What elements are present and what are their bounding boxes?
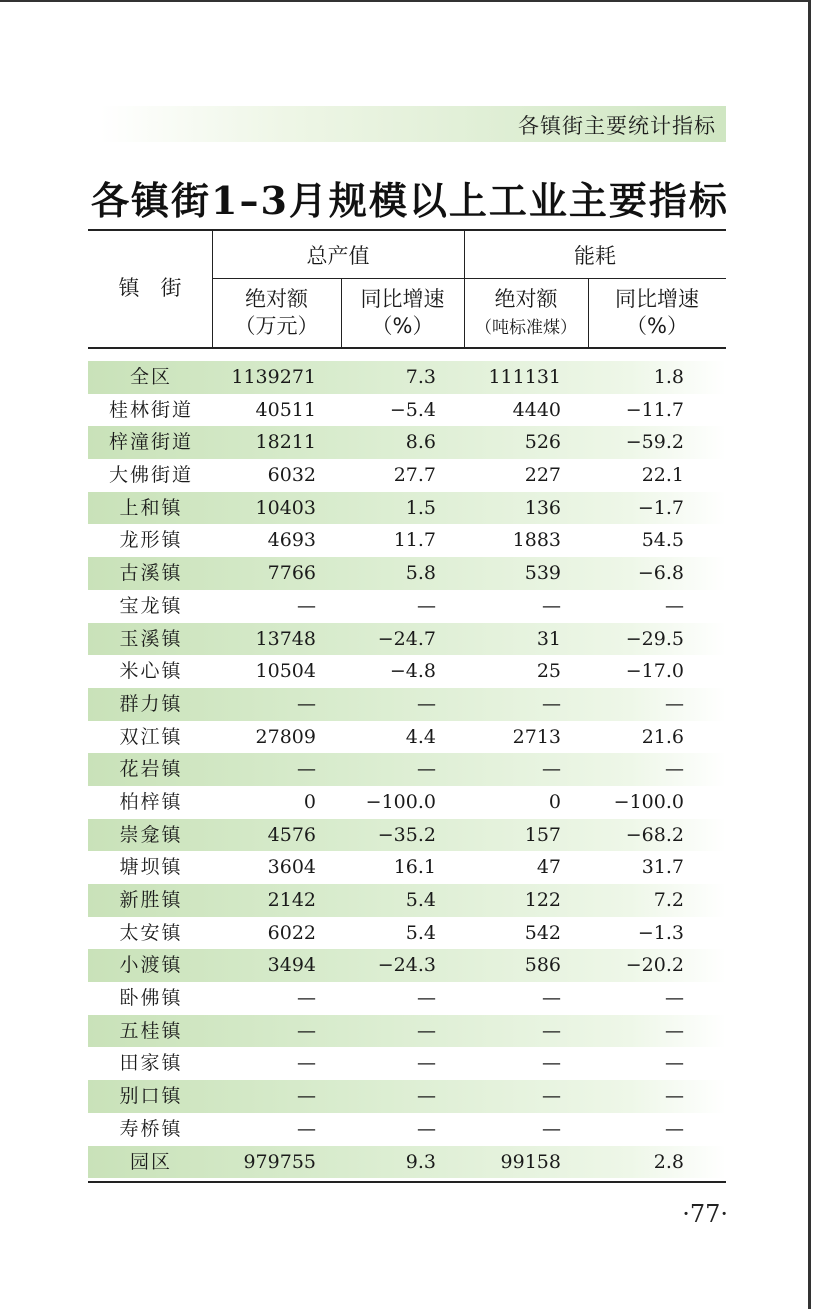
output-yoy-cell: — — [417, 987, 436, 1010]
energy-yoy-cell: 54.5 — [641, 529, 684, 552]
energy-abs-cell: — — [542, 1019, 561, 1042]
energy-abs-cell: — — [542, 1052, 561, 1075]
output-abs-cell: 1139271 — [231, 366, 316, 388]
energy-abs-cell: 122 — [524, 889, 561, 911]
output-yoy-cell: 8.6 — [405, 431, 436, 454]
output-abs-cell: 0 — [303, 790, 316, 813]
group-header-output: 总产值 — [306, 244, 370, 268]
column-header-output-yoy: 同比增速 — [360, 287, 445, 311]
output-yoy-cell: −35.2 — [377, 823, 436, 846]
column-header-energy-yoy-unit: （%） — [626, 314, 688, 338]
output-abs-cell: 10403 — [255, 496, 316, 519]
energy-yoy-cell: −6.8 — [637, 562, 684, 585]
energy-yoy-cell: — — [665, 1052, 684, 1075]
energy-abs-cell: 111131 — [488, 366, 561, 388]
table-row — [88, 1146, 726, 1179]
table-row — [88, 590, 726, 623]
energy-yoy-cell: 7.2 — [653, 889, 684, 911]
output-yoy-cell: 7.3 — [405, 366, 436, 388]
energy-yoy-cell: −1.3 — [637, 921, 684, 944]
town-name-cell: 园区 — [129, 1150, 172, 1173]
energy-yoy-cell: 22.1 — [641, 464, 684, 487]
table-row — [88, 721, 726, 754]
energy-yoy-cell: 2.8 — [653, 1150, 684, 1173]
output-yoy-cell: — — [417, 594, 436, 617]
table-row — [88, 1080, 726, 1113]
table-row — [88, 1047, 726, 1080]
town-name-cell: 崇龛镇 — [119, 823, 183, 846]
output-abs-cell: — — [297, 1117, 316, 1140]
energy-abs-cell: 526 — [524, 431, 561, 454]
energy-abs-cell: — — [542, 1085, 561, 1108]
table-row — [88, 361, 726, 394]
energy-yoy-cell: — — [665, 758, 684, 781]
section-header-band — [100, 106, 726, 142]
energy-yoy-cell: −17.0 — [625, 660, 684, 683]
section-header-title: 各镇街主要统计指标 — [518, 114, 716, 138]
output-yoy-cell: — — [417, 1117, 436, 1140]
table-row — [88, 851, 726, 884]
table-row — [88, 753, 726, 786]
energy-yoy-cell: — — [665, 987, 684, 1010]
output-yoy-cell: −5.4 — [389, 398, 436, 421]
energy-yoy-cell: 1.8 — [653, 366, 684, 388]
energy-abs-cell: 539 — [524, 562, 561, 585]
energy-abs-cell: 157 — [524, 823, 561, 846]
town-name-cell: 卧佛镇 — [119, 987, 183, 1010]
output-yoy-cell: — — [417, 1019, 436, 1042]
town-name-cell: 宝龙镇 — [119, 594, 183, 617]
town-name-cell: 寿桥镇 — [119, 1117, 183, 1140]
output-abs-cell: 40511 — [255, 398, 316, 421]
output-abs-cell: 6022 — [267, 921, 316, 944]
town-name-cell: 米心镇 — [119, 660, 183, 683]
output-yoy-cell: 9.3 — [405, 1150, 436, 1173]
group-header-energy: 能耗 — [574, 244, 616, 268]
energy-yoy-cell: — — [665, 692, 684, 715]
column-header-energy-yoy: 同比增速 — [615, 287, 699, 311]
table-row — [88, 655, 726, 688]
output-yoy-cell: 5.4 — [405, 921, 436, 944]
output-yoy-cell: — — [417, 692, 436, 715]
indicator-table — [88, 229, 726, 1178]
energy-yoy-cell: −59.2 — [625, 431, 684, 454]
table-bottom-rule — [88, 1181, 726, 1183]
output-yoy-cell: 11.7 — [393, 529, 436, 552]
table-row — [88, 524, 726, 557]
energy-abs-cell: 0 — [548, 790, 561, 813]
output-abs-cell: 10504 — [255, 660, 316, 683]
energy-abs-cell: 542 — [524, 921, 561, 944]
table-row — [88, 623, 726, 656]
column-header-town: 镇 街 — [118, 276, 182, 300]
town-name-cell: 全区 — [129, 366, 172, 388]
output-yoy-cell: −4.8 — [389, 660, 436, 683]
energy-abs-cell: 25 — [536, 660, 561, 683]
energy-abs-cell: — — [542, 758, 561, 781]
energy-abs-cell: 586 — [524, 954, 561, 977]
town-name-cell: 塘坝镇 — [119, 856, 183, 879]
town-name-cell: 大佛街道 — [108, 464, 193, 487]
energy-yoy-cell: — — [665, 1117, 684, 1140]
output-yoy-cell: −24.3 — [377, 954, 436, 977]
page-title: 各镇街1–3月规模以上工业主要指标 — [91, 178, 729, 223]
header-group-rule — [212, 278, 726, 279]
energy-yoy-cell: −1.7 — [637, 496, 684, 519]
town-name-cell: 玉溪镇 — [119, 627, 183, 650]
output-yoy-cell: 27.7 — [393, 464, 436, 487]
output-yoy-cell: 5.4 — [405, 889, 436, 911]
energy-abs-cell: — — [542, 692, 561, 715]
output-yoy-cell: — — [417, 1052, 436, 1075]
output-abs-cell: 979755 — [243, 1150, 316, 1173]
energy-yoy-cell: — — [665, 1019, 684, 1042]
table-row — [88, 884, 726, 917]
output-abs-cell: — — [297, 1085, 316, 1108]
energy-yoy-cell: 31.7 — [641, 856, 684, 879]
energy-abs-cell: 1883 — [512, 529, 561, 552]
output-abs-cell: 27809 — [255, 725, 316, 748]
table-row — [88, 1113, 726, 1146]
output-abs-cell: — — [297, 987, 316, 1010]
town-name-cell: 别口镇 — [119, 1085, 183, 1108]
energy-abs-cell: — — [542, 1117, 561, 1140]
output-abs-cell: — — [297, 594, 316, 617]
column-header-output-abs-unit: （万元） — [234, 314, 319, 338]
output-yoy-cell: −100.0 — [365, 790, 436, 813]
town-name-cell: 群力镇 — [119, 692, 183, 715]
output-abs-cell: 4693 — [267, 529, 316, 552]
energy-abs-cell: 99158 — [500, 1150, 561, 1173]
output-abs-cell: 2142 — [267, 889, 316, 911]
town-name-cell: 小渡镇 — [119, 954, 183, 977]
town-name-cell: 上和镇 — [119, 496, 183, 519]
energy-abs-cell: — — [542, 594, 561, 617]
page-number: ·77· — [682, 1200, 728, 1228]
energy-abs-cell: — — [542, 987, 561, 1010]
table-row — [88, 949, 726, 982]
output-yoy-cell: — — [417, 1085, 436, 1108]
energy-abs-cell: 227 — [524, 464, 561, 487]
table-row — [88, 557, 726, 590]
table-row — [88, 917, 726, 950]
output-abs-cell: 4576 — [267, 823, 316, 846]
town-name-cell: 桂林街道 — [108, 398, 193, 421]
town-name-cell: 花岩镇 — [119, 758, 183, 781]
energy-yoy-cell: −20.2 — [625, 954, 684, 977]
table-row — [88, 982, 726, 1015]
town-name-cell: 柏梓镇 — [119, 790, 183, 813]
energy-abs-cell: 2713 — [512, 725, 561, 748]
table-row — [88, 459, 726, 492]
output-abs-cell: — — [297, 1052, 316, 1075]
output-yoy-cell: 4.4 — [405, 725, 436, 748]
output-yoy-cell: — — [417, 758, 436, 781]
energy-abs-cell: 31 — [536, 627, 561, 650]
output-abs-cell: 3604 — [267, 856, 316, 879]
column-header-energy-abs: 绝对额 — [494, 287, 558, 311]
output-yoy-cell: 16.1 — [393, 856, 436, 879]
output-abs-cell: 3494 — [267, 954, 316, 977]
output-abs-cell: — — [297, 1019, 316, 1042]
town-name-cell: 龙形镇 — [119, 529, 183, 552]
table-body — [88, 361, 726, 1178]
output-abs-cell: 18211 — [255, 431, 316, 454]
town-name-cell: 新胜镇 — [119, 889, 183, 911]
table-row — [88, 819, 726, 852]
table-header — [88, 229, 726, 349]
table-row — [88, 786, 726, 819]
output-yoy-cell: −24.7 — [377, 627, 436, 650]
column-header-output-yoy-unit: （%） — [371, 314, 434, 338]
table-row — [88, 688, 726, 721]
energy-yoy-cell: −100.0 — [613, 790, 684, 813]
town-name-cell: 五桂镇 — [119, 1019, 183, 1042]
energy-yoy-cell: −11.7 — [625, 398, 684, 421]
energy-abs-cell: 4440 — [512, 398, 561, 421]
column-header-output-abs: 绝对额 — [245, 287, 308, 311]
table-row — [88, 492, 726, 525]
column-header-energy-abs-unit: （吨标准煤） — [475, 318, 577, 338]
town-name-cell: 田家镇 — [119, 1052, 183, 1075]
output-abs-cell: — — [297, 692, 316, 715]
energy-abs-cell: 47 — [536, 856, 561, 879]
energy-yoy-cell: — — [665, 1085, 684, 1108]
output-abs-cell: 6032 — [267, 464, 316, 487]
table-row — [88, 426, 726, 459]
output-yoy-cell: 1.5 — [405, 496, 436, 519]
energy-yoy-cell: — — [665, 594, 684, 617]
energy-abs-cell: 136 — [524, 496, 561, 519]
town-name-cell: 双江镇 — [119, 725, 183, 748]
output-abs-cell: — — [297, 758, 316, 781]
table-row — [88, 1015, 726, 1048]
table-row — [88, 394, 726, 427]
energy-yoy-cell: 21.6 — [641, 725, 684, 748]
town-name-cell: 太安镇 — [119, 921, 183, 944]
town-name-cell: 古溪镇 — [119, 562, 183, 585]
output-abs-cell: 13748 — [255, 627, 316, 650]
output-abs-cell: 7766 — [267, 562, 316, 585]
output-yoy-cell: 5.8 — [405, 562, 436, 585]
energy-yoy-cell: −29.5 — [625, 627, 684, 650]
town-name-cell: 梓潼街道 — [108, 431, 193, 454]
energy-yoy-cell: −68.2 — [625, 823, 684, 846]
